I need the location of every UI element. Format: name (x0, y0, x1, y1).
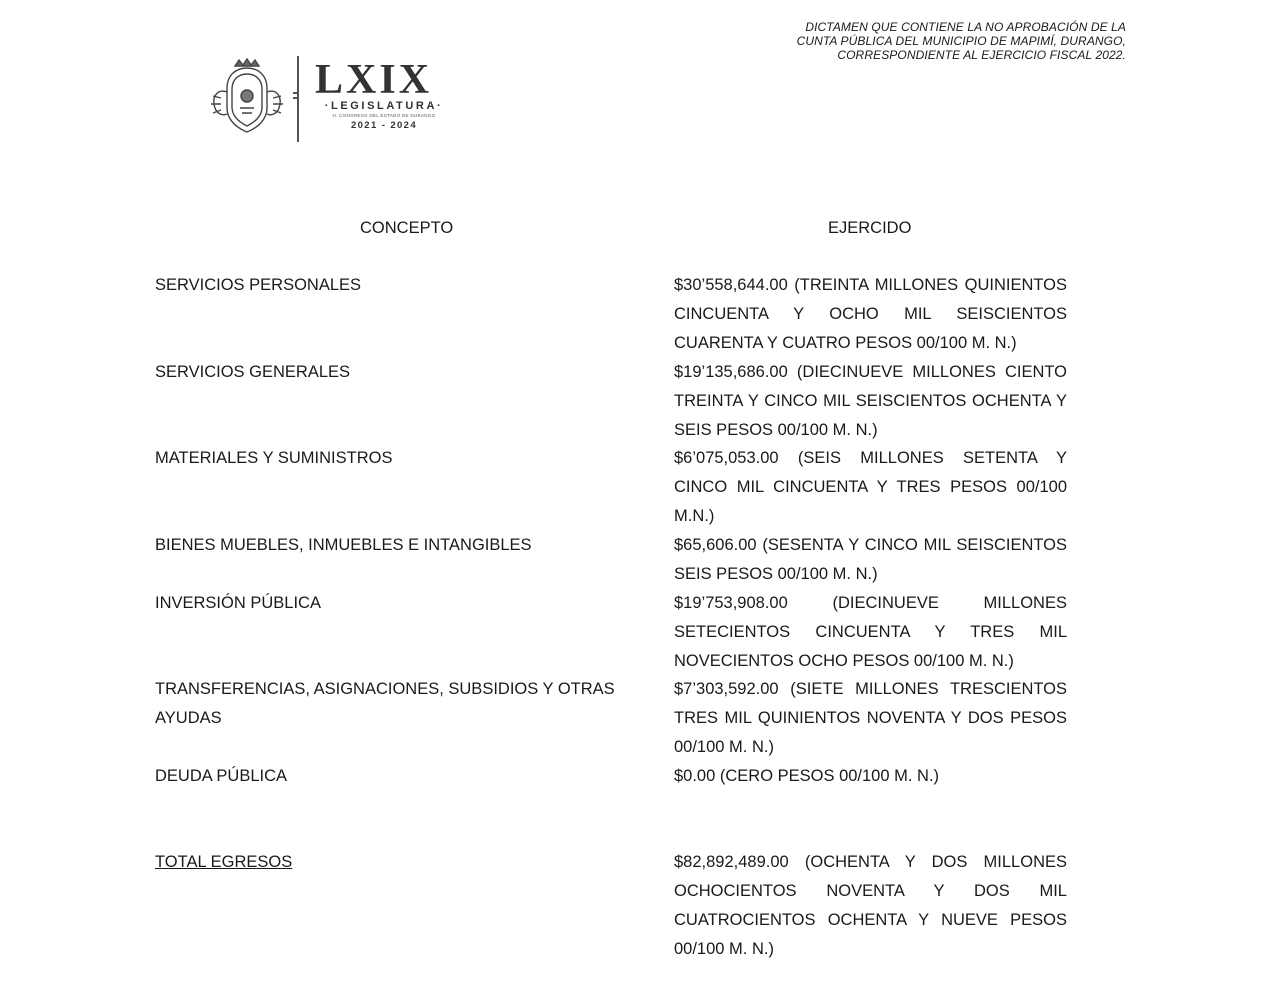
header-note-line-3: CORRESPONDIENTE AL EJERCICIO FISCAL 2022. (837, 48, 1126, 62)
state-seal-icon (207, 58, 287, 138)
amount-line: CUARENTA Y CUATRO PESOS 00/100 M. N.) (674, 334, 1017, 352)
row-concept-line: AYUDAS (155, 709, 222, 727)
row-amount (674, 531, 1067, 589)
total-label: TOTAL EGRESOS (155, 853, 293, 871)
amount-line: TRES MIL QUINIENTOS NOVENTA Y DOS PESOS (674, 709, 1067, 727)
amount-line: $19’753,908.00 (DIECINUEVE MILLONES (674, 594, 1067, 612)
column-header-ejercido: EJERCIDO (828, 219, 912, 237)
total-amount (674, 848, 1067, 964)
amount-line: $0.00 (CERO PESOS 00/100 M. N.) (674, 767, 940, 785)
header-note-line-1: DICTAMEN QUE CONTIENE LA NO APROBACIÓN DE LA (805, 20, 1126, 34)
amount-line: M.N.) (674, 507, 715, 525)
logo-title: LXIX (315, 57, 433, 103)
row-concept: SERVICIOS GENERALES (155, 363, 351, 381)
amount-line: CUATROCIENTOS OCHENTA Y NUEVE PESOS (674, 911, 1067, 929)
amount-line: 00/100 M. N.) (674, 940, 774, 958)
amount-line: TREINTA Y CINCO MIL SEISCIENTOS OCHENTA Y (674, 392, 1067, 410)
amount-line: 00/100 M. N.) (674, 738, 774, 756)
row-amount (674, 358, 1067, 445)
row-concept: INVERSIÓN PÚBLICA (155, 594, 321, 612)
amount-line: $65,606.00 (SESENTA Y CINCO MIL SEISCIENTOS (674, 536, 1067, 554)
amount-line: OCHOCIENTOS NOVENTA Y DOS MIL (674, 882, 1067, 900)
amount-line: CINCO MIL CINCUENTA Y TRES PESOS 00/100 (674, 478, 1067, 496)
row-amount (674, 444, 1067, 531)
row-amount (674, 589, 1067, 676)
amount-line: SEIS PESOS 00/100 M. N.) (674, 565, 878, 583)
row-concept: MATERIALES Y SUMINISTROS (155, 449, 393, 467)
logo-divider (297, 56, 299, 142)
amount-line: $19’135,686.00 (DIECINUEVE MILLONES CIENTO (674, 363, 1067, 381)
amount-line: $6’075,053.00 (SEIS MILLONES SETENTA Y (674, 449, 1067, 467)
row-concept-line: TRANSFERENCIAS, ASIGNACIONES, SUBSIDIOS Y OTRAS (155, 680, 615, 698)
logo-years: 2021 - 2024 (350, 120, 418, 131)
column-header-concepto: CONCEPTO (360, 219, 454, 237)
legislature-logo (207, 56, 457, 146)
row-amount (674, 762, 1067, 791)
amount-line: SEIS PESOS 00/100 M. N.) (674, 421, 878, 439)
row-concept (155, 675, 635, 733)
logo-small-text: H. CONGRESO DEL ESTADO DE DURANGO (332, 113, 436, 118)
row-concept: DEUDA PÚBLICA (155, 767, 288, 785)
logo-subtitle: ·LEGISLATURA· (324, 100, 444, 112)
row-concept: BIENES MUEBLES, INMUEBLES E INTANGIBLES (155, 536, 532, 554)
amount-line: SETECIENTOS CINCUENTA Y TRES MIL (674, 623, 1067, 641)
amount-line: CINCUENTA Y OCHO MIL SEISCIENTOS (674, 305, 1067, 323)
amount-line: $82,892,489.00 (OCHENTA Y DOS MILLONES (674, 853, 1067, 871)
amount-line: $30’558,644.00 (TREINTA MILLONES QUINIENTOS (674, 276, 1067, 294)
amount-line: $7’303,592.00 (SIETE MILLONES TRESCIENTOS (674, 680, 1067, 698)
row-concept: SERVICIOS PERSONALES (155, 276, 362, 294)
row-amount (674, 675, 1067, 762)
document-header-note (706, 20, 1126, 62)
amount-line: NOVECIENTOS OCHO PESOS 00/100 M. N.) (674, 652, 1014, 670)
header-note-line-2: CUNTA PÚBLICA DEL MUNICIPIO DE MAPIMÍ, DURANGO, (796, 34, 1126, 48)
row-amount (674, 271, 1067, 358)
